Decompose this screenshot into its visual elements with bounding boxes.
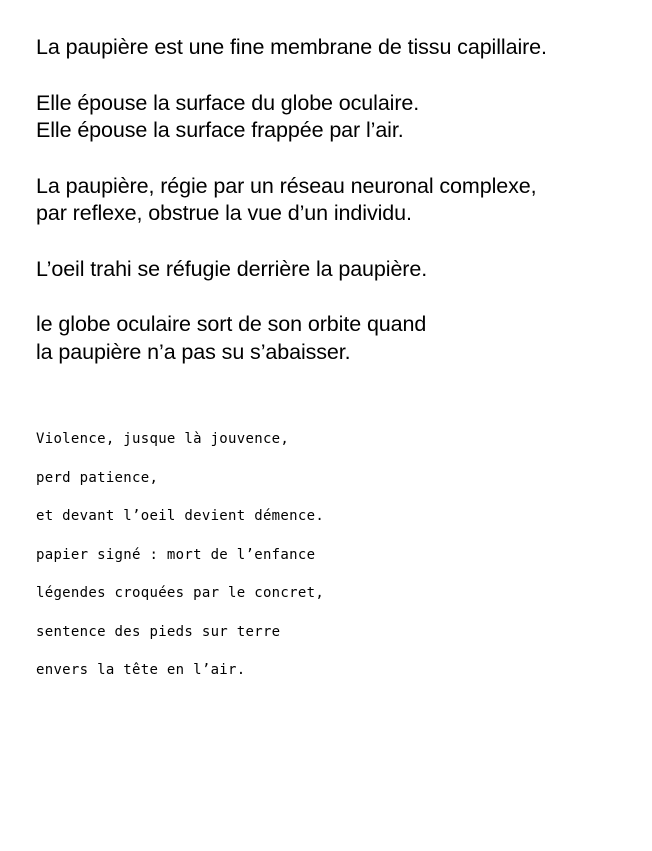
verse-section <box>36 429 324 699</box>
prose-line: L’oeil trahi se réfugie derrière la paupière. <box>36 256 428 281</box>
prose-line: Elle épouse la surface du globe oculaire. <box>36 90 420 115</box>
prose-line: Elle épouse la surface frappée par l’air. <box>36 118 404 142</box>
prose-line: La paupière est une fine membrane de tissu capillaire. <box>36 35 547 59</box>
prose-line: le globe oculaire sort de son orbite quand <box>36 312 427 336</box>
prose-stanza-2 <box>36 90 636 145</box>
verse-line: perd patience, <box>36 469 159 486</box>
prose-stanza-4 <box>36 256 636 284</box>
prose-stanza-1 <box>36 34 636 62</box>
verse-line: sentence des pieds sur terre <box>36 623 281 640</box>
prose-line: la paupière n’a pas su s’abaisser. <box>36 339 351 364</box>
verse-line: et devant l’oeil devient démence. <box>36 508 325 524</box>
prose-stanza-5 <box>36 311 636 366</box>
verse-line: Violence, jusque là jouvence, <box>36 431 290 447</box>
prose-stanza-3 <box>36 173 636 228</box>
prose-line: par reflexe, obstrue la vue d’un individu. <box>36 201 412 225</box>
verse-line: envers la tête en l’air. <box>36 662 246 678</box>
prose-section <box>36 34 636 366</box>
verse-line: légendes croquées par le concret, <box>36 585 325 601</box>
prose-line: La paupière, régie par un réseau neuronal complexe, <box>36 173 537 198</box>
verse-line: papier signé : mort de l’enfance <box>36 546 316 563</box>
